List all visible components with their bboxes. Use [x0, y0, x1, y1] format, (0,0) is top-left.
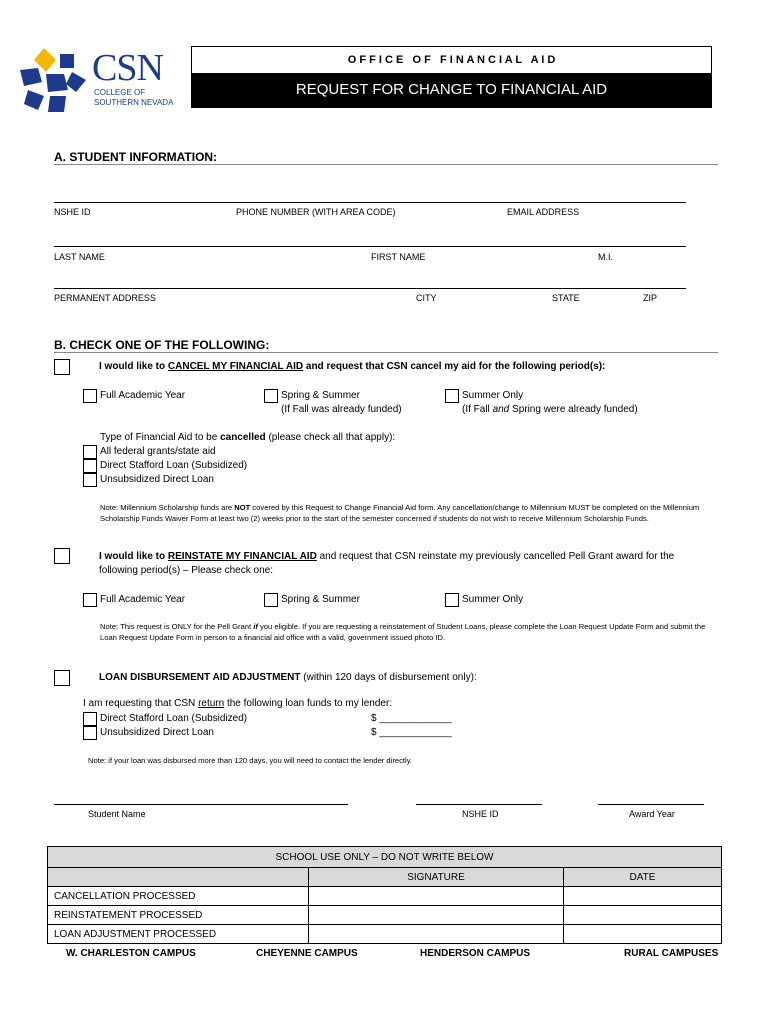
- logo-sub2: SOUTHERN NEVADA: [94, 98, 174, 107]
- cancel-aid-statement: I would like to CANCEL MY FINANCIAL AID and request that CSN cancel my aid for the following period(s):: [99, 361, 606, 372]
- loan-adjustment-date-cell: [564, 925, 722, 944]
- email-label: EMAIL ADDRESS: [507, 207, 580, 217]
- cancel-aid-checkbox[interactable]: [54, 359, 70, 375]
- loan-adjustment-signature-cell: [309, 925, 564, 944]
- school-use-table: [47, 846, 722, 944]
- campus-w-charleston: W. CHARLESTON CAMPUS: [66, 948, 196, 959]
- reinstate-spring-summer-label: Spring & Summer: [281, 594, 360, 605]
- cancel-summer-only-checkbox[interactable]: [445, 389, 459, 403]
- loan-return-request: I am requesting that CSN return the following loan funds to my lender:: [83, 698, 393, 709]
- row1-line: [54, 202, 686, 203]
- logo-sub1: COLLEGE OF: [94, 88, 146, 97]
- school-blank-header: [48, 868, 309, 887]
- reinstate-summer-only-label: Summer Only: [462, 594, 524, 605]
- reinstate-full-year-label: Full Academic Year: [100, 594, 186, 605]
- student-name-label: Student Name: [88, 809, 146, 819]
- campus-cheyenne: CHEYENNE CAMPUS: [256, 948, 358, 959]
- student-name-line: [54, 804, 348, 805]
- star-logo-icon: [16, 46, 92, 116]
- row2-line: [54, 246, 686, 247]
- city-label: CITY: [416, 293, 437, 303]
- reinstatement-signature-cell: [309, 906, 564, 925]
- school-use-title: SCHOOL USE ONLY – DO NOT WRITE BELOW: [48, 847, 722, 868]
- cancellation-signature-cell: [309, 887, 564, 906]
- date-header: DATE: [564, 868, 722, 887]
- loan-note: Note: if your loan was disbursed more than 120 days, you will need to contact the lender directly.: [88, 756, 413, 765]
- pell-note: Note: This request is ONLY for the Pell Grant if you eligible. If you are requesting a reinstatement of Student Loans, please complete the Loan Request Update Form and submit the Loan Request Update Form in person to a financial aid office with a valid, government issued photo ID.: [100, 622, 706, 642]
- loan-adjustment-checkbox[interactable]: [54, 670, 70, 686]
- cancellation-date-cell: [564, 887, 722, 906]
- zip-label: ZIP: [643, 293, 658, 303]
- mi-label: M.I.: [598, 252, 613, 262]
- cancel-full-year-checkbox[interactable]: [83, 389, 97, 403]
- cancel-summer-only-note: (If Fall and Spring were already funded): [462, 404, 638, 415]
- loan-adjustment-statement: LOAN DISBURSEMENT AID ADJUSTMENT (within 120 days of disbursement only):: [99, 672, 477, 683]
- reinstate-spring-summer-checkbox[interactable]: [264, 593, 278, 607]
- federal-grants-checkbox[interactable]: [83, 445, 97, 459]
- section-a-heading: A. STUDENT INFORMATION:: [54, 150, 218, 164]
- loan-unsubsidized-label: Unsubsidized Direct Loan: [100, 727, 214, 738]
- stafford-subsidized-checkbox[interactable]: [83, 459, 97, 473]
- sig-nshe-line: [416, 804, 542, 805]
- phone-label: PHONE NUMBER (WITH AREA CODE): [236, 207, 396, 217]
- address-label: PERMANENT ADDRESS: [54, 293, 156, 303]
- cancellation-processed-label: CANCELLATION PROCESSED: [48, 887, 309, 906]
- loan-adjustment-processed-label: LOAN ADJUSTMENT PROCESSED: [48, 925, 309, 944]
- form-title: REQUEST FOR CHANGE TO FINANCIAL AID: [192, 73, 711, 107]
- last-name-label: LAST NAME: [54, 252, 105, 262]
- state-label: STATE: [552, 293, 580, 303]
- office-title: O F F I C E O F F I N A N C I A L A I D: [347, 54, 556, 66]
- csn-logo: [16, 46, 176, 116]
- reinstate-full-year-checkbox[interactable]: [83, 593, 97, 607]
- reinstatement-date-cell: [564, 906, 722, 925]
- loan-stafford-checkbox[interactable]: [83, 712, 97, 726]
- nshe-id-label: NSHE ID: [54, 207, 91, 217]
- unsubsidized-checkbox[interactable]: [83, 473, 97, 487]
- cancel-spring-summer-label: Spring & Summer: [281, 390, 360, 401]
- reinstate-aid-statement: I would like to REINSTATE MY FINANCIAL AID and request that CSN reinstate my previously cancelled Pell Grant award for the following period(s) – Please check one:: [99, 551, 675, 576]
- cancel-full-year-label: Full Academic Year: [100, 390, 186, 401]
- loan-stafford-label: Direct Stafford Loan (Subsidized): [100, 713, 248, 724]
- cancel-summer-only-label: Summer Only: [462, 390, 524, 401]
- row3-line: [54, 288, 686, 289]
- award-year-label: Award Year: [629, 809, 675, 819]
- logo-text: CSN: [92, 47, 163, 89]
- section-b-heading: B. CHECK ONE OF THE FOLLOWING:: [54, 338, 270, 352]
- first-name-label: FIRST NAME: [371, 252, 426, 262]
- reinstatement-processed-label: REINSTATEMENT PROCESSED: [48, 906, 309, 925]
- millennium-note: Note: Millennium Scholarship funds are NOT covered by this Request to Change Financial Aid form. Any cancellation/change to Millennium MUST be completed on the Millennium Scholarship Funds Waiver Form at least two (2) weeks prior to the start of the semester concerned if students do not wish to receive Millennium Scholarship Funds.: [100, 503, 700, 523]
- section-b-rule: [54, 352, 718, 353]
- reinstate-summer-only-checkbox[interactable]: [445, 593, 459, 607]
- signature-header: SIGNATURE: [309, 868, 564, 887]
- unsubsidized-label: Unsubsidized Direct Loan: [100, 474, 214, 485]
- loan-unsubsidized-checkbox[interactable]: [83, 726, 97, 740]
- cancel-spring-summer-note: (If Fall was already funded): [281, 404, 402, 415]
- campus-henderson: HENDERSON CAMPUS: [420, 948, 531, 959]
- sig-nshe-label: NSHE ID: [462, 809, 499, 819]
- aid-type-prompt: Type of Financial Aid to be cancelled (please check all that apply):: [100, 432, 396, 443]
- federal-grants-label: All federal grants/state aid: [100, 446, 216, 457]
- award-year-line: [598, 804, 704, 805]
- campus-rural: RURAL CAMPUSES: [624, 948, 719, 959]
- stafford-subsidized-label: Direct Stafford Loan (Subsidized): [100, 460, 248, 471]
- cancel-spring-summer-checkbox[interactable]: [264, 389, 278, 403]
- loan-stafford-amount[interactable]: $ _____________: [371, 713, 452, 724]
- reinstate-aid-checkbox[interactable]: [54, 548, 70, 564]
- section-a-rule: [54, 164, 718, 165]
- loan-unsubsidized-amount[interactable]: $ _____________: [371, 727, 452, 738]
- header-box: [191, 46, 712, 108]
